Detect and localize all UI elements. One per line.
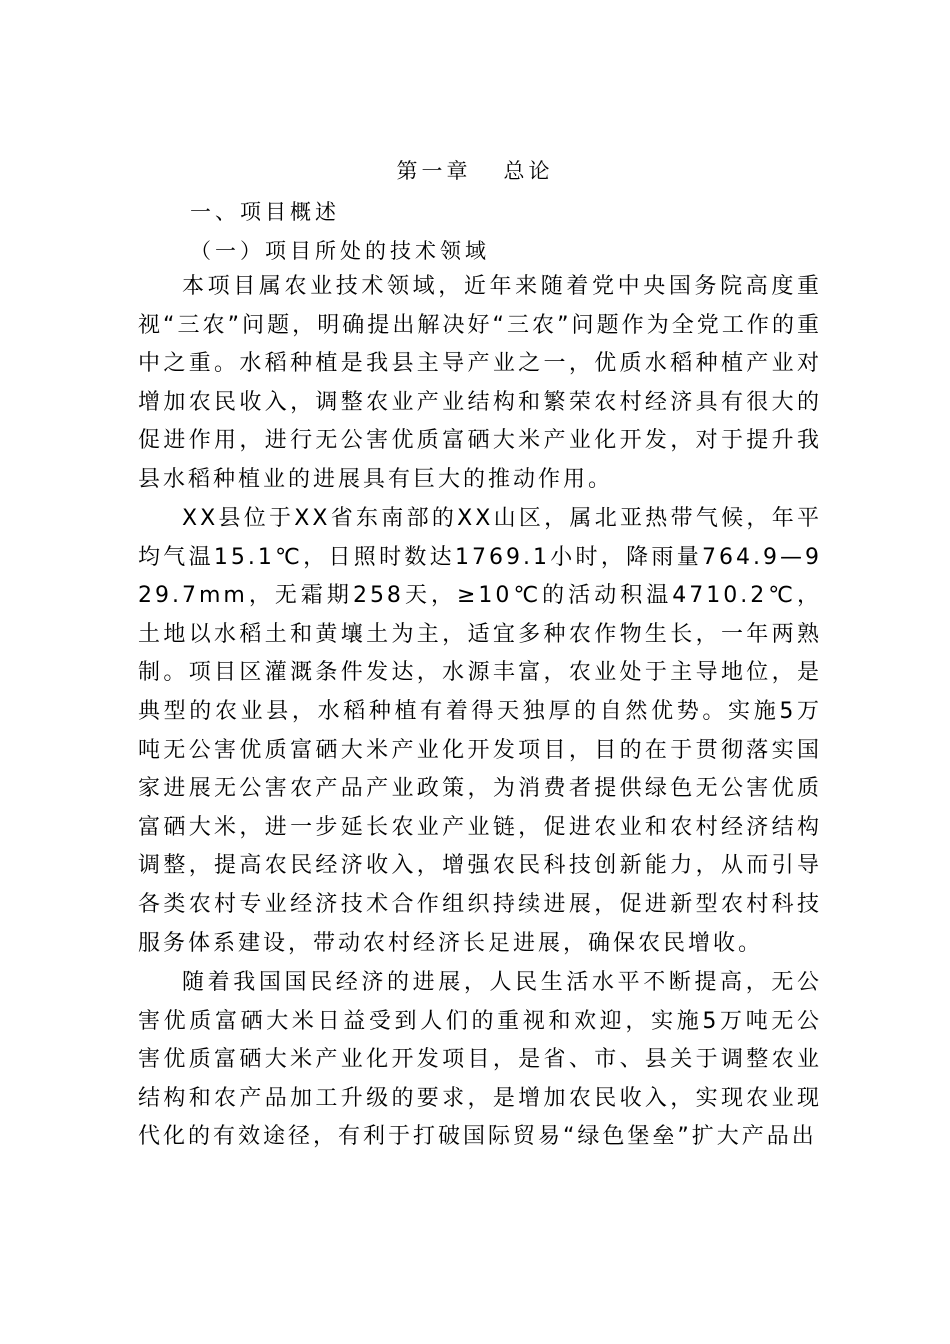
- paragraph-2: XX县位于XX省东南部的XX山区，属北亚热带气候，年平均气温15.1℃，日照时数达1769.1小时，降雨量764.9—929.7mm，无霜期258天，≥10℃的活动积温4710.2℃，土地以水稻土和黄壤土为主，适宜多种农作物生长，一年两熟制。项目区灌溉条件发达，水源丰富，农业处于主导地位，是典型的农业县，水稻种植有着得天独厚的自然优势。实施5万吨无公害优质富硒大米产业化开发项目，目的在于贯彻落实国家进展无公害农产品产业政策，为消费者提供绿色无公害优质富硒大米，进一步延长农业产业链，促进农业和农村经济结构调整，提高农民经济收入，增强农民科技创新能力，从而引导各类农村专业经济技术合作组织持续进展，促进新型农村科技服务体系建设，带动农村经济长足进展，确保农民增收。: [138, 506, 822, 956]
- chapter-title: 第一章 总论: [396, 159, 554, 183]
- subsection-heading: （一）项目所处的技术领域: [190, 239, 490, 263]
- paragraph-3: 随着我国国民经济的进展，人民生活水平不断提高，无公害优质富硒大米日益受到人们的重视和欢迎，实施5万吨无公害优质富硒大米产业化开发项目，是省、市、县关于调整农业结构和农产品加工升级的要求，是增加农民收入，实现农业现代化的有效途径，有利于打破国际贸易“绿色堡垒”扩大产品出: [138, 970, 822, 1150]
- paragraph-1: 本项目属农业技术领域，近年来随着党中央国务院高度重视“三农”问题，明确提出解决好“三农”问题作为全党工作的重中之重。水稻种植是我县主导产业之一，优质水稻种植产业对增加农民收入，调整农业产业结构和繁荣农村经济具有很大的促进作用，进行无公害优质富硒大米产业化开发，对于提升我县水稻种植业的进展具有巨大的推动作用。: [138, 274, 822, 492]
- section-heading: 一、项目概述: [190, 200, 340, 224]
